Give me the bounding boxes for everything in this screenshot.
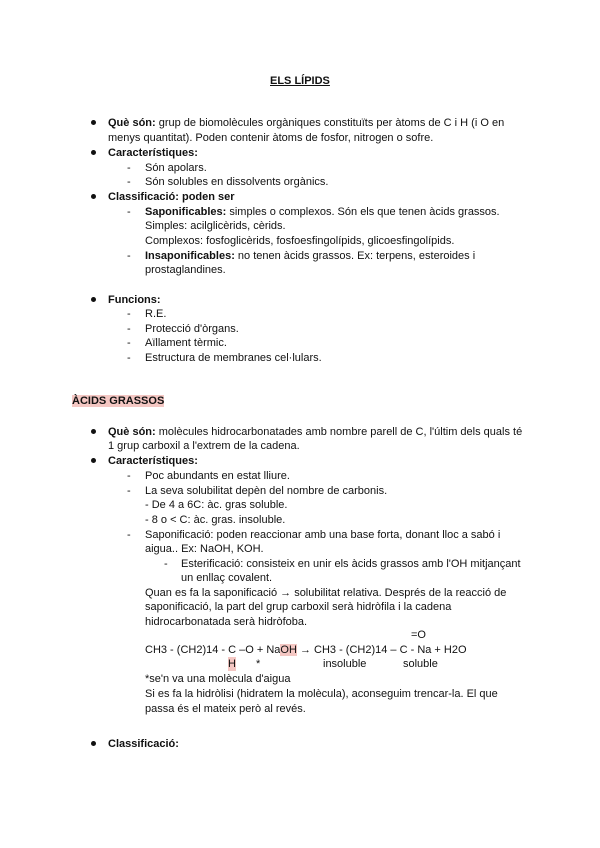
- list-item: R.E.: [145, 308, 167, 320]
- bullet-dot: [91, 297, 96, 302]
- bullet-dot: [91, 194, 96, 199]
- insapon-label: Insaponificables:: [145, 250, 235, 262]
- list-item: Són apolars.: [145, 162, 207, 174]
- caract-2-label: Característiques:: [108, 455, 198, 467]
- esterificacio-line-2: un enllaç covalent.: [181, 572, 273, 584]
- insapon-line: [145, 249, 475, 263]
- dash: -: [127, 206, 131, 218]
- class-label: Classificació: poden ser: [108, 191, 235, 203]
- que-son-line-2: menys quantitat). Poden contenir àtoms de fosfor, nitrogen o sofre.: [108, 132, 434, 144]
- que-son-2-line-2: 1 grup carboxil a l'extrem de la cadena.: [108, 440, 300, 452]
- dash: -: [127, 337, 131, 349]
- bullet-dot: [91, 458, 96, 463]
- list-item: Poc abundants en estat lliure.: [145, 470, 290, 482]
- list-item: Protecció d'òrgans.: [145, 323, 239, 335]
- sub-line: - De 4 a 6C: àc. gras soluble.: [145, 499, 288, 511]
- quan-line-1: Quan es fa la saponificació → solubilitat relativa. Després de la reacció de: [145, 587, 507, 599]
- dash: -: [127, 470, 131, 482]
- complexos-line: Complexos: fosfoglicèrids, fosfoesfingolípids, glicoesfingolípids.: [145, 235, 455, 247]
- quan-line-2: saponificació, la part del grup carboxil serà hidròfila i la cadena: [145, 601, 452, 613]
- dash: -: [127, 485, 131, 497]
- que-son-2-text: molècules hidrocarbonatades amb nombre parell de C, l'últim dels quals té: [155, 426, 523, 438]
- equation-insoluble: insoluble: [323, 658, 367, 670]
- page-title: ELS LÍPIDS: [270, 75, 330, 87]
- equation-h: H: [228, 658, 236, 670]
- quan-line-3: hidrocarbonatada serà hidròfoba.: [145, 616, 308, 628]
- sapon-text: simples o complexos. Són els que tenen àcids grassos.: [226, 206, 500, 218]
- section-heading-text: ÀCIDS GRASSOS: [72, 395, 165, 407]
- bullet-dot: [91, 120, 96, 125]
- equation-product: → CH3 - (CH2)14 – C - Na + H2O: [296, 644, 467, 656]
- que-son-label: Què són:: [108, 117, 156, 129]
- insapon-text: no tenen àcids grassos. Ex: terpens, esteroides i: [234, 250, 476, 262]
- esterificacio-line-1: Esterificació: consisteix en unir els àcids grassos amb l'OH mitjançant: [181, 558, 521, 570]
- equation-reactant: CH3 - (CH2)14 - C –O + Na: [145, 644, 281, 656]
- equation-soluble: soluble: [403, 658, 438, 670]
- equation-line: [145, 643, 467, 657]
- sub-line: - 8 o < C: àc. gras. insoluble.: [145, 514, 286, 526]
- list-item: Aïllament tèrmic.: [145, 337, 227, 349]
- insapon-line-2: prostaglandines.: [145, 264, 226, 276]
- funcions-label: Funcions:: [108, 294, 161, 306]
- simples-line: Simples: acilglicèrids, cèrids.: [145, 220, 286, 232]
- sapon-line: [145, 205, 500, 219]
- que-son-text: grup de biomolècules orgàniques constituïts per àtoms de C i H (i O en: [155, 117, 505, 129]
- note-line: *se'n va una molècula d'aigua: [145, 673, 291, 685]
- saponificacio-line-2: aigua.. Ex: NaOH, KOH.: [145, 543, 264, 555]
- list-item: La seva solubilitat depèn del nombre de carbonis.: [145, 485, 388, 497]
- sapon-label: Saponificables:: [145, 206, 227, 218]
- dash: -: [127, 176, 131, 188]
- section-heading: [72, 394, 164, 408]
- dash: -: [127, 162, 131, 174]
- equation-double-bond: =O: [411, 629, 426, 641]
- bullet-dot: [91, 741, 96, 746]
- dash: -: [127, 308, 131, 320]
- que-son-2-line-1: [108, 425, 522, 439]
- que-son-line-1: [108, 116, 504, 130]
- class-2-label: Classificació:: [108, 738, 179, 750]
- dash: -: [127, 250, 131, 262]
- saponificacio-line-1: Saponificació: poden reaccionar amb una base forta, donant lloc a sabó i: [145, 529, 501, 541]
- bullet-dot: [91, 150, 96, 155]
- list-item: Són solubles en dissolvents orgànics.: [145, 176, 329, 188]
- equation-star: *: [256, 658, 261, 670]
- dash: -: [127, 323, 131, 335]
- list-item: Estructura de membranes cel·lulars.: [145, 352, 322, 364]
- dash: -: [164, 558, 168, 570]
- dash: -: [127, 529, 131, 541]
- dash: -: [127, 352, 131, 364]
- caract-label: Característiques:: [108, 147, 198, 159]
- hidrolisi-line-1: Si es fa la hidròlisi (hidratem la molècula), aconseguim trencar-la. El que: [145, 688, 498, 700]
- bullet-dot: [91, 429, 96, 434]
- equation-oh: OH: [280, 644, 297, 656]
- hidrolisi-line-2: passa és el mateix però al revés.: [145, 703, 306, 715]
- que-son-2-label: Què són:: [108, 426, 156, 438]
